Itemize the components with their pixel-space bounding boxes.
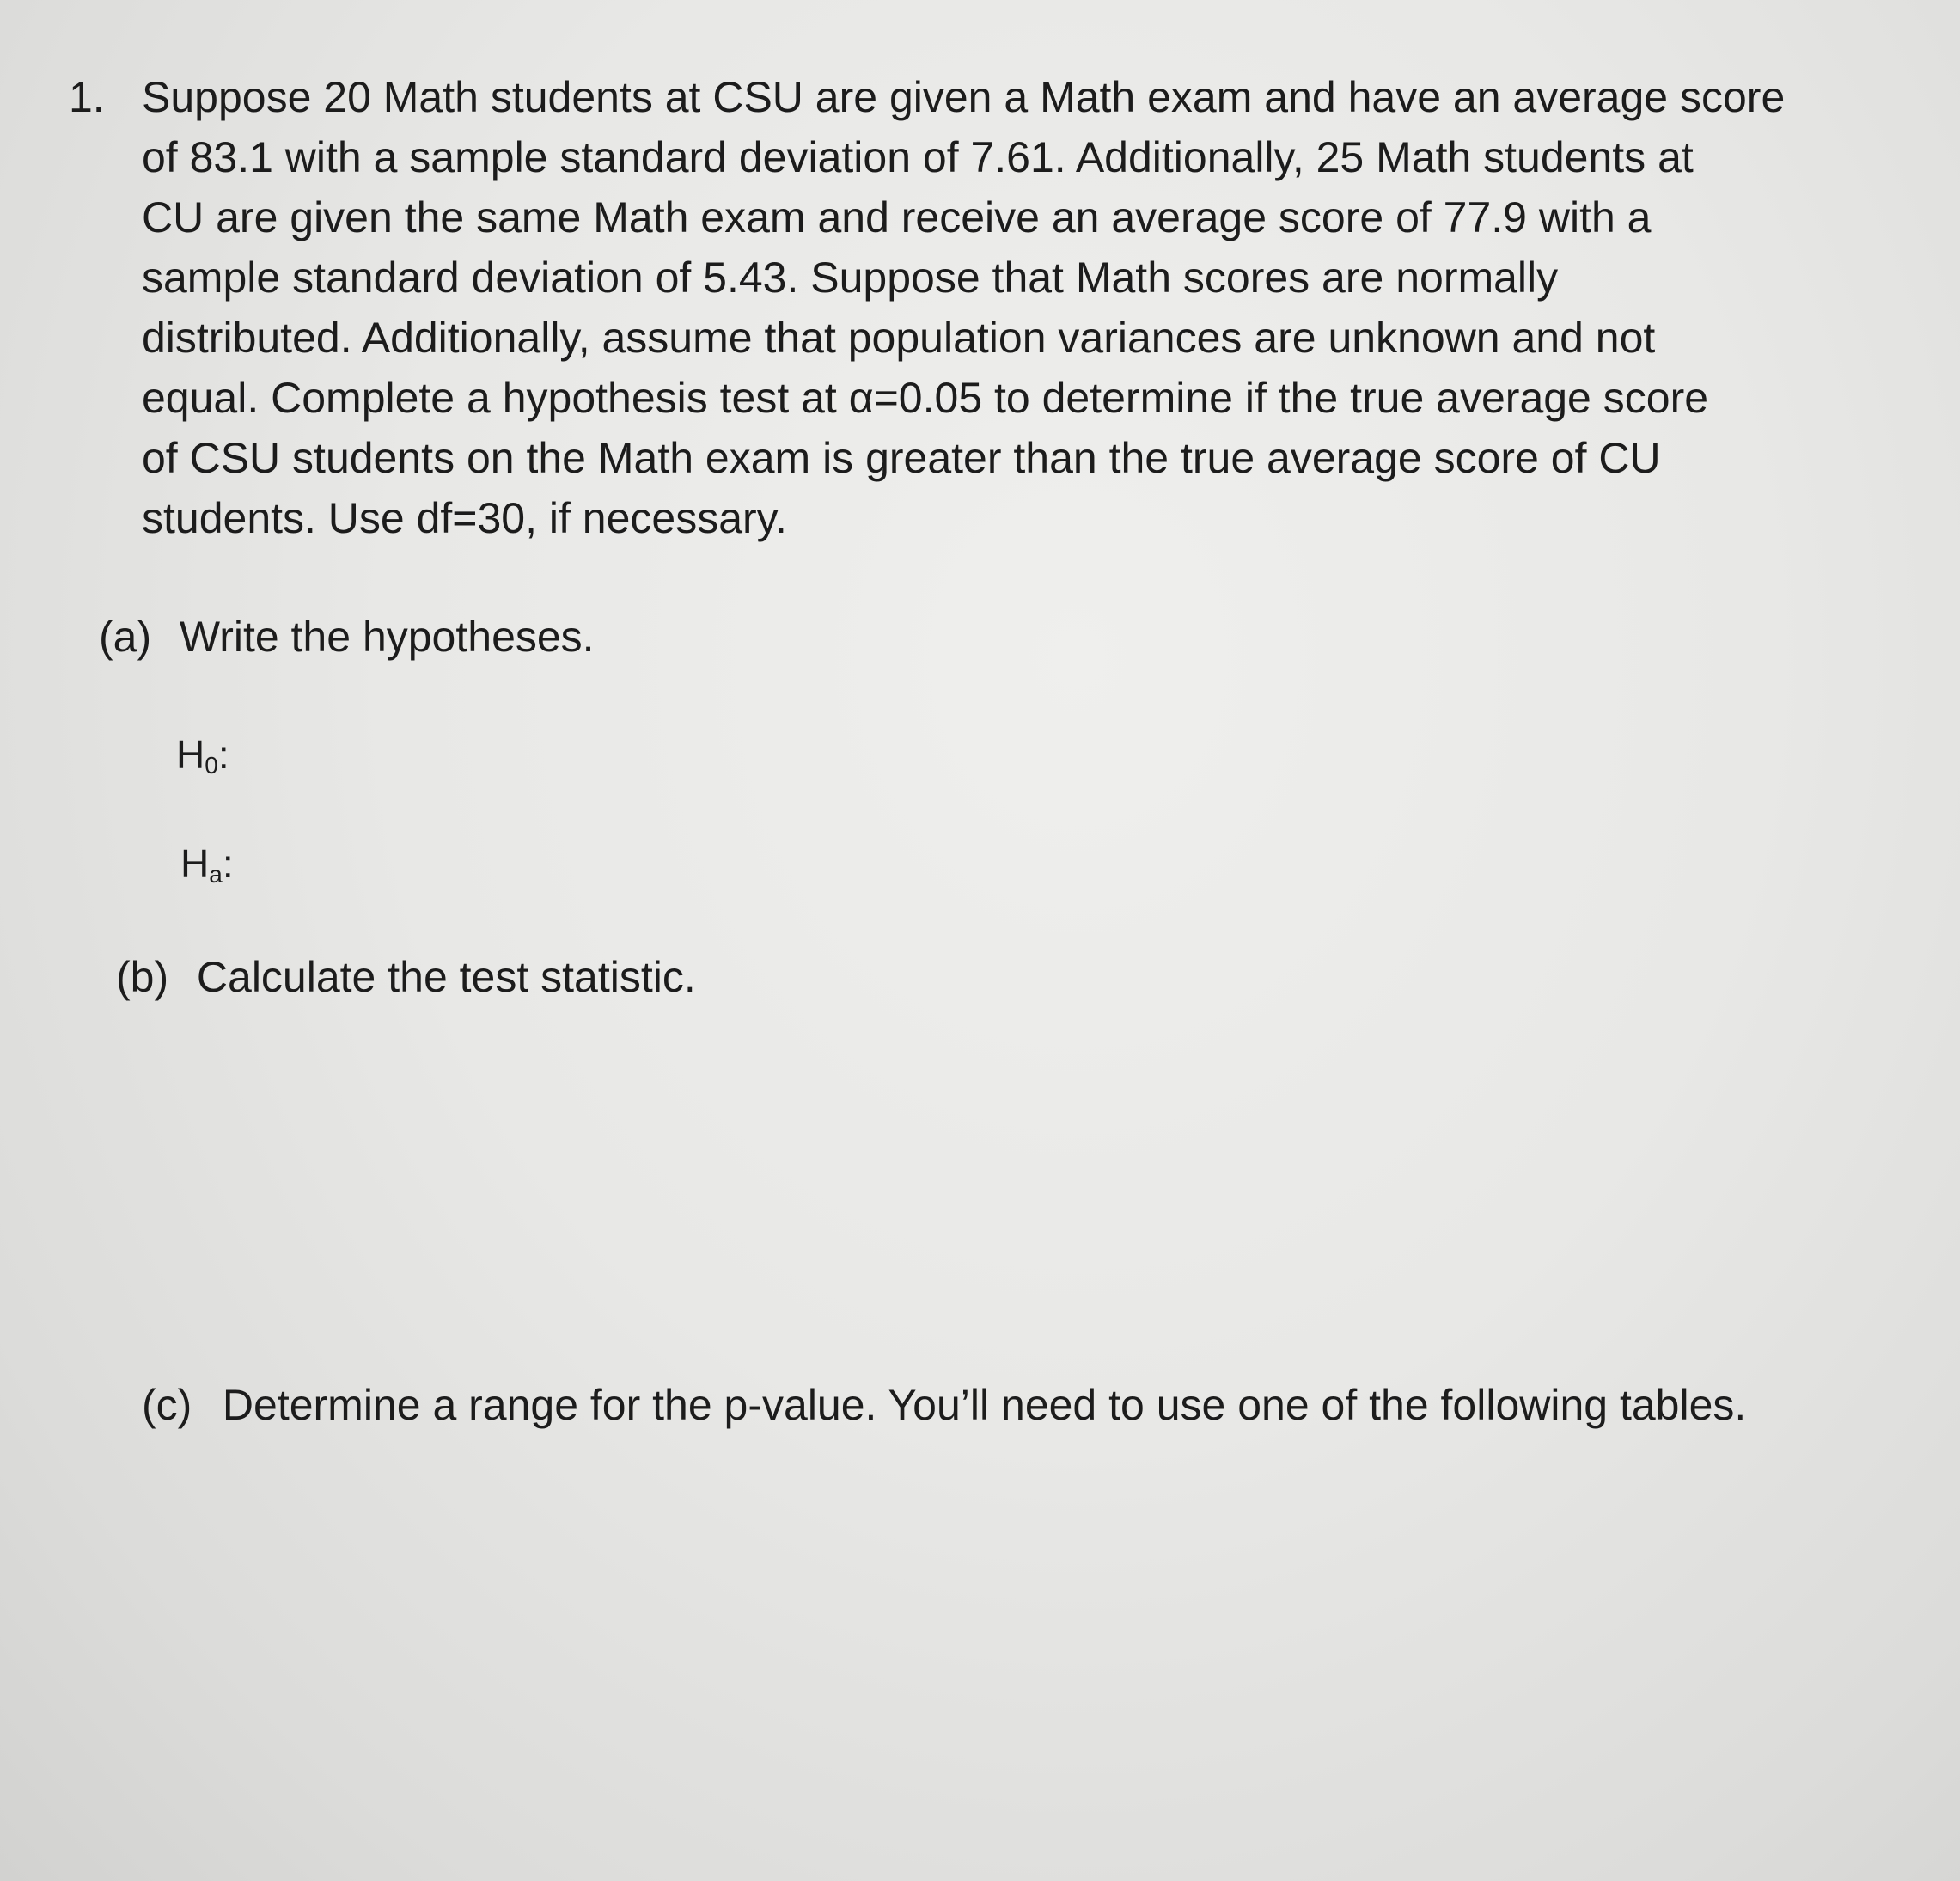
alternative-hypothesis bbox=[180, 838, 234, 901]
question-line: distributed. Additionally, assume that population variances are unknown and not bbox=[142, 314, 1656, 362]
ha-letter: H bbox=[180, 841, 210, 886]
null-hypothesis bbox=[176, 729, 229, 791]
question-line: students. Use df=30, if necessary. bbox=[142, 494, 787, 542]
part-c-text: Determine a range for the p-value. You’ll need to use one of the following tables. bbox=[222, 1381, 1747, 1429]
h0-subscript: 0 bbox=[205, 752, 218, 779]
question-line: of CSU students on the Math exam is greater than the true average score of CU bbox=[142, 434, 1661, 482]
part-c-heading bbox=[142, 1375, 1746, 1435]
part-a-text: Write the hypotheses. bbox=[179, 613, 595, 661]
part-b-text: Calculate the test statistic. bbox=[196, 953, 696, 1001]
part-b-label: (b) bbox=[116, 953, 169, 1001]
question-text bbox=[142, 67, 1860, 548]
question-number: 1. bbox=[69, 73, 105, 121]
ha-subscript: a bbox=[209, 861, 223, 888]
question-line: sample standard deviation of 5.43. Suppose that Math scores are normally bbox=[142, 253, 1559, 302]
part-a-heading bbox=[99, 607, 595, 667]
part-a-label: (a) bbox=[99, 613, 152, 661]
part-c-label: (c) bbox=[142, 1381, 192, 1429]
question-line: Suppose 20 Math students at CSU are given a Math exam and have an average score bbox=[142, 73, 1786, 121]
question-line: CU are given the same Math exam and receive an average score of 77.9 with a bbox=[142, 193, 1652, 241]
question-line: equal. Complete a hypothesis test at α=0.05 to determine if the true average score bbox=[142, 374, 1709, 422]
h0-colon: : bbox=[217, 732, 229, 777]
question-line: of 83.1 with a sample standard deviation of 7.61. Additionally, 25 Math students at bbox=[142, 133, 1694, 181]
h0-letter: H bbox=[176, 732, 205, 777]
part-b-heading bbox=[116, 947, 696, 1007]
ha-colon: : bbox=[222, 841, 234, 886]
